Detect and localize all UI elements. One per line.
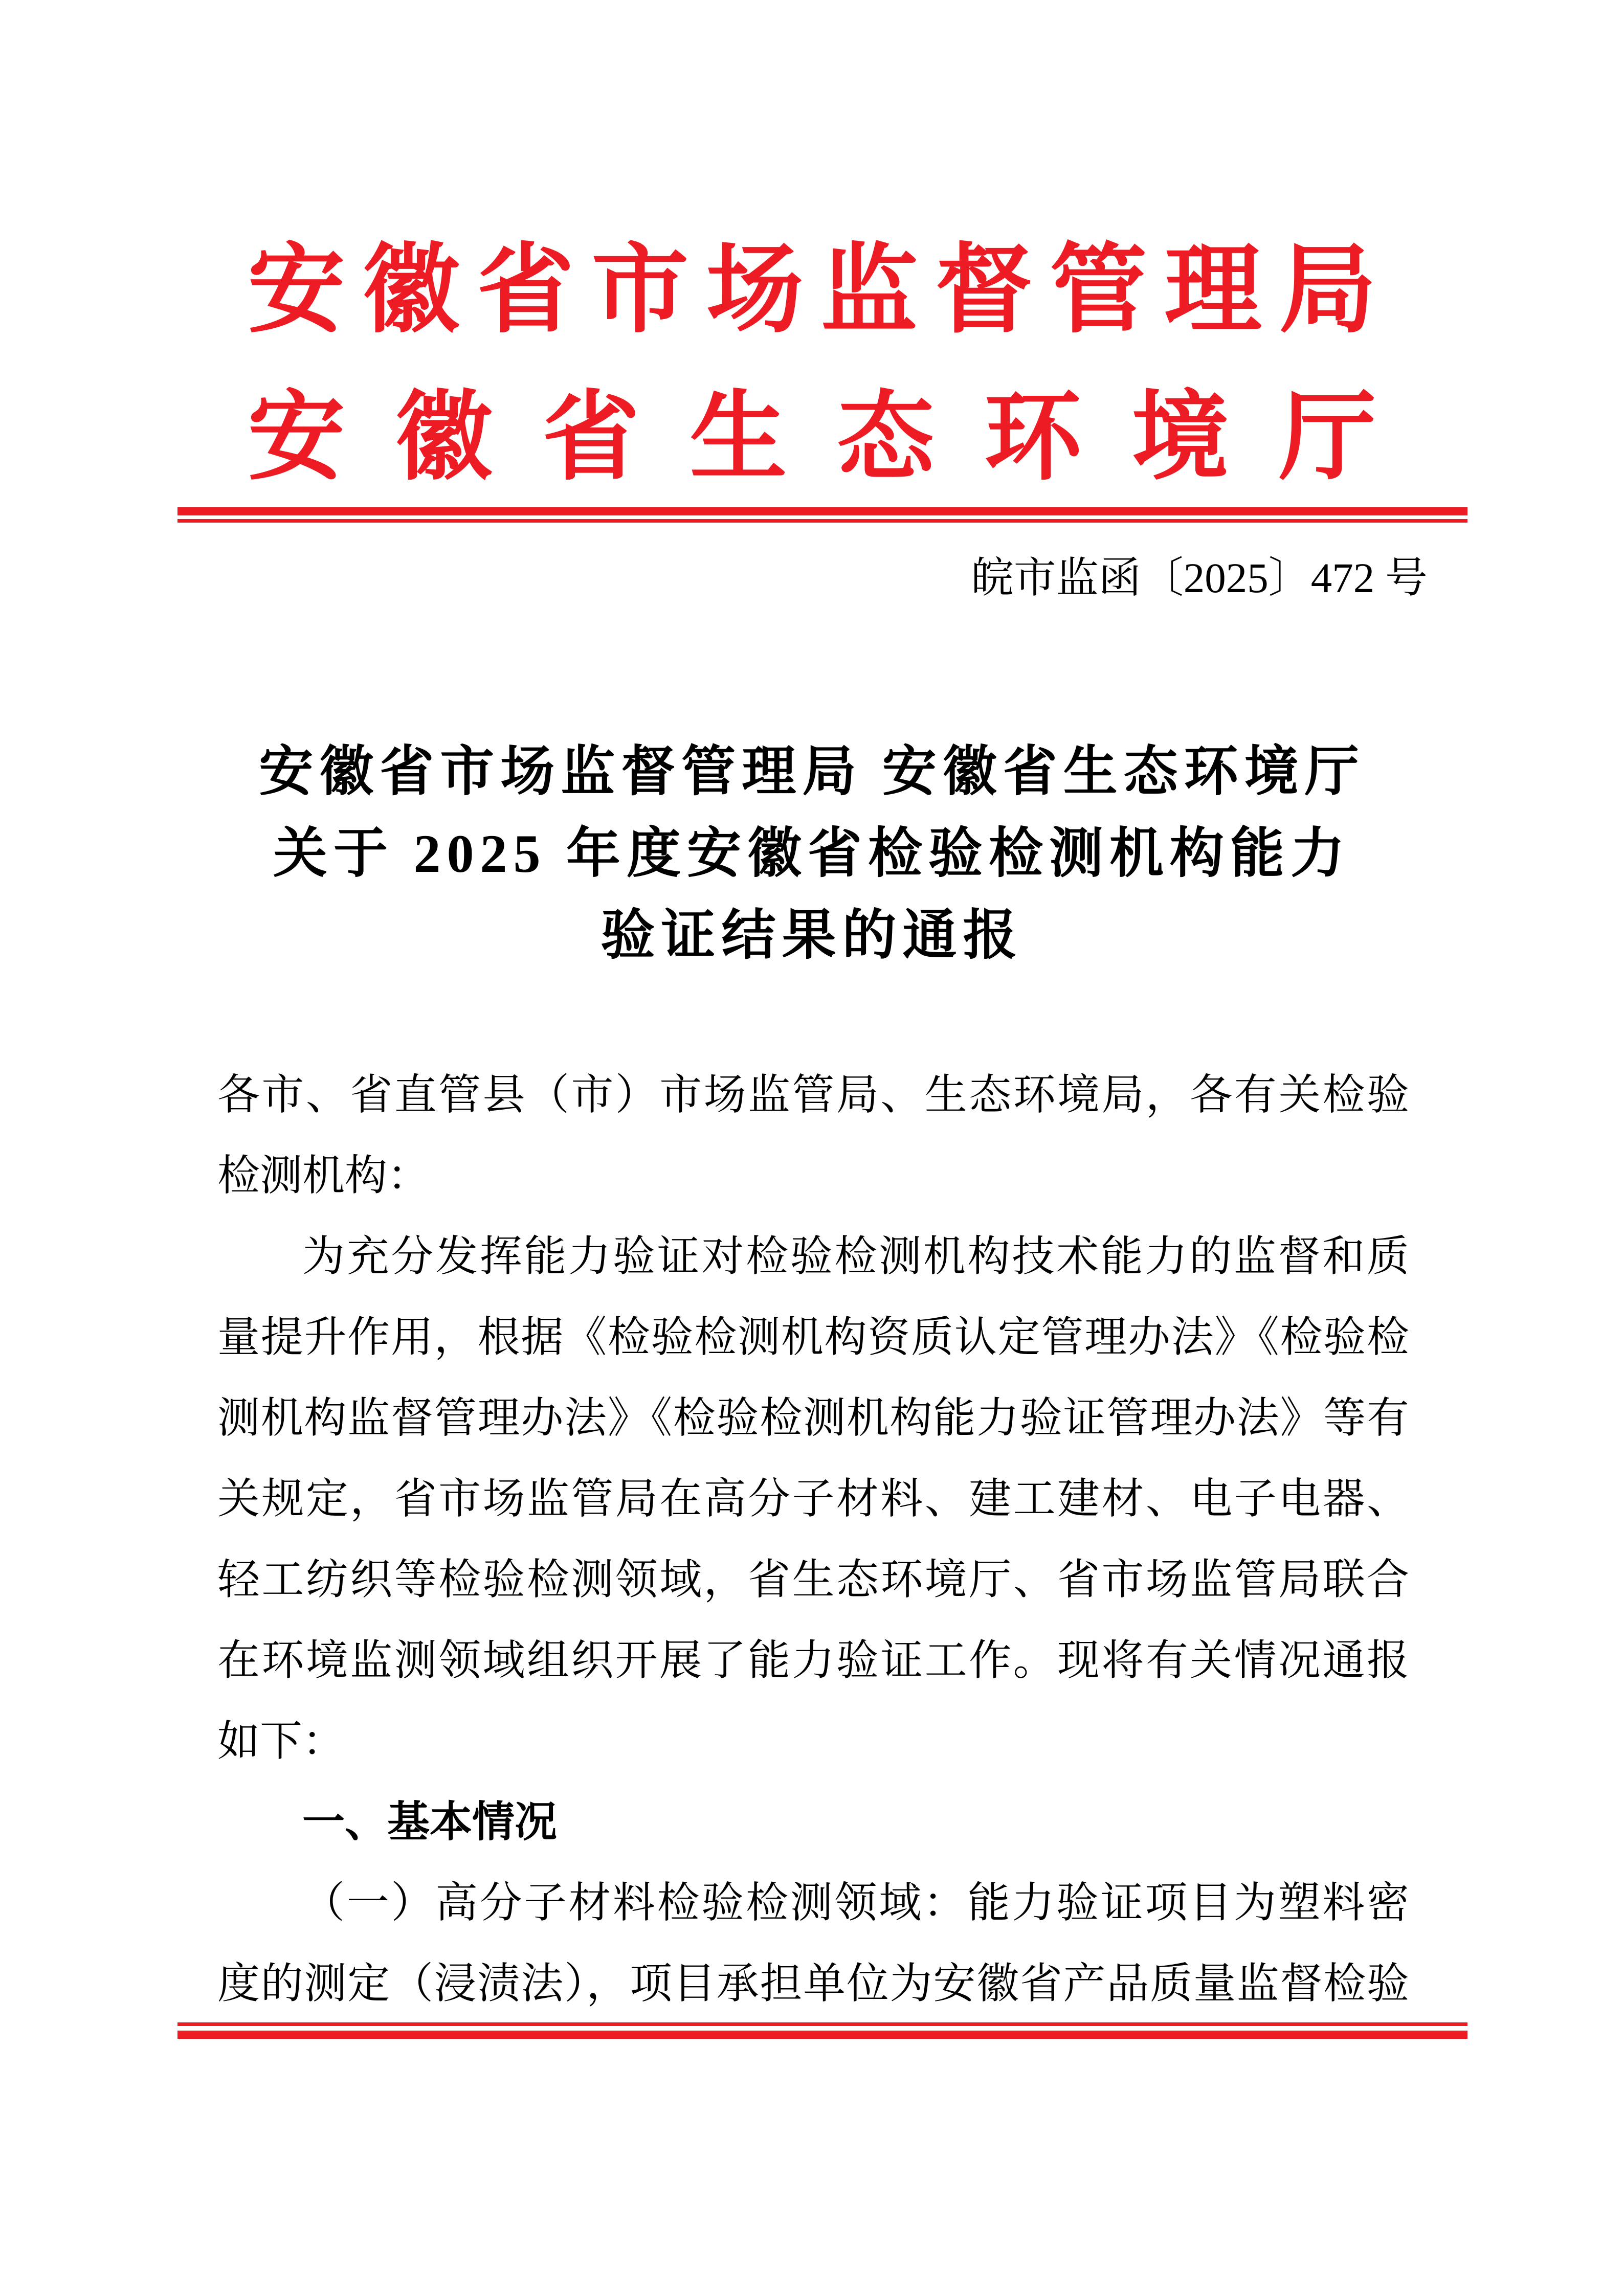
- title-line-3: 验证结果的通报: [600, 906, 1024, 965]
- body-text: [217, 1054, 1409, 2024]
- body-line: 测机构监督管理办法》《检验检测机构能力验证管理办法》等有: [217, 1394, 1409, 1442]
- title-line-2: 关于 2025 年度安徽省检验检测机构能力: [273, 824, 1351, 884]
- body-line: （一）高分子材料检验检测领域：能力验证项目为塑料密: [302, 1879, 1409, 1926]
- body-line: 量提升作用，根据《检验检测机构资质认定管理办法》《检验检: [217, 1314, 1409, 1361]
- document-title: [0, 731, 1624, 977]
- footer-separator-thin-line: [177, 2022, 1467, 2026]
- body-line: 在环境监测领域组织开展了能力验证工作。现将有关情况通报: [217, 1637, 1409, 1684]
- header-separator-thick-line: [177, 507, 1467, 515]
- header-separator-thin-line: [177, 519, 1467, 523]
- body-line: 轻工纺织等检验检测领域，省生态环境厅、省市场监管局联合: [217, 1556, 1409, 1603]
- body-line: 检测机构：: [217, 1152, 430, 1199]
- letterhead: [0, 217, 1624, 512]
- footer-separator-thick-line: [177, 2031, 1467, 2039]
- body-line: 关规定，省市场监管局在高分子材料、建工建材、电子电器、: [217, 1475, 1409, 1522]
- body-line: 如下：: [217, 1718, 345, 1765]
- letterhead-agency-2: 安徽省生态环境厅: [248, 385, 1427, 492]
- body-line: 为充分发挥能力验证对检验检测机构技术能力的监督和质: [302, 1233, 1409, 1280]
- letterhead-agency-1: 安徽省市场监督管理局: [248, 237, 1394, 345]
- body-line: 度的测定（浸渍法），项目承担单位为安徽省产品质量监督检验: [217, 1960, 1409, 2007]
- body-line: 各市、省直管县（市）市场监管局、生态环境局，各有关检验: [217, 1071, 1409, 1118]
- title-line-1: 安徽省市场监督管理局 安徽省生态环境厅: [259, 742, 1365, 802]
- document-number: 皖市监函〔2025〕472 号: [971, 554, 1428, 601]
- section-heading: 一、基本情况: [302, 1798, 557, 1845]
